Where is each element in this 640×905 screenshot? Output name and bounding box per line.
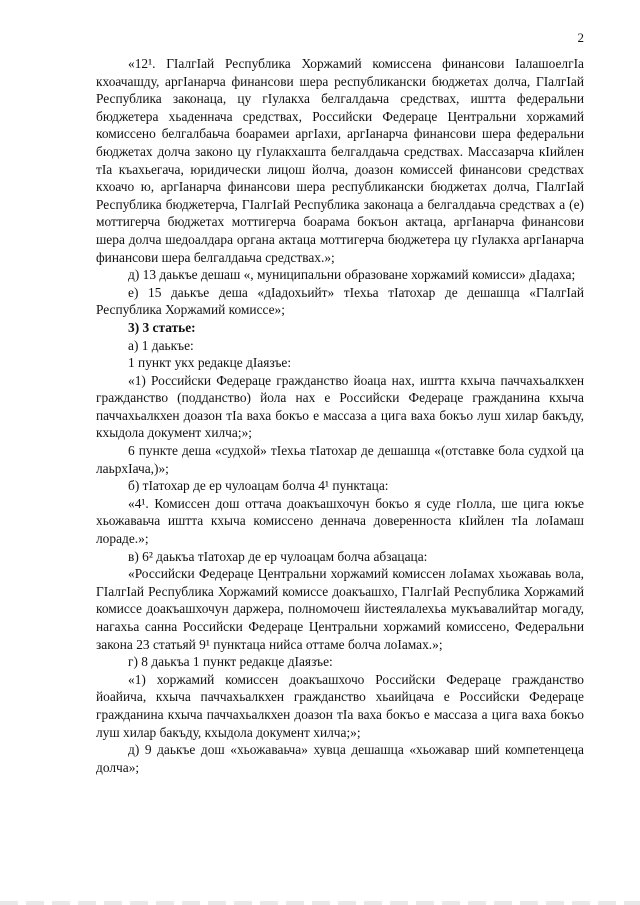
paragraph-v-part-6-2: в) 6² даькъа тӀатохар де ер чулоацам болча абзацаца:: [128, 548, 428, 564]
paragraph-point-6: 6 пункте деша «судхой» тӀехьа тӀатохар де дешашца «(отставке бола судхой ца лаьрхӀача,)»;: [96, 443, 584, 476]
paragraph-point-1-text: «1) Российски Федераце гражданство йоаца нах, иштта кхыча паччахьалкхен гражданство (подданство) йола нах е Российски Федераце гражданина кхыча паччахьалкхен доазон тӀа ваха бокъо е массаза а цига ваха бокъо луш хилар бакъду, кхыдола документ хилча;»;: [96, 372, 584, 441]
paragraph-8-1-text: «1) хоржамий комиссен доакъашхочо Российски Федераце гражданство йоайича, кхыча паччахьалкхен гражданство хьаийцача е Российски Федераце гражданина кхыча паччахьалкхен доазон тӀа ваха бокъо е массаза а цига ваха бокъо луш хилар бакъду, кхыдола документ хилча;»;: [96, 671, 584, 740]
paragraph-e-15: е) 15 даькъе деша «дӀадохьийт» тӀехьа тӀатохар де дешашца «ГӀалгӀай Республика Хоржамий комиссе»;: [96, 284, 584, 318]
paragraph-a-part-1: а) 1 даькъе:: [128, 337, 194, 353]
document-body: [96, 55, 584, 776]
page-number: 2: [577, 30, 584, 45]
paragraph-d-part-9: д) 9 даькъе дош «хьожаваьча» хувца дешашца «хьожавар ший компетенцеца долча»;: [96, 742, 584, 775]
paragraph-point-1-redaction: 1 пункт укх редакце дӀаязъе:: [128, 355, 292, 371]
paragraph-12-1-financing: «12¹. ГӀалгӀай Республика Хоржамий комиссена финансови ӀалашоелгӀа кхоачашду, аргӀанарча финансови шера республикански бюджетах долча, ГӀалгӀай Республика законаца, цу гӀулакха белгалдаьча средствах, иштта федеральни бюджетера хьаденнача средствах, Российски Федераце Центральни хоржамий комиссено белгалбаьча боарамеи аргӀахи, аргӀанарча финансови шера федеральни бюджетах долча законо цу гӀулакхашта белгалдаьча средствах. Массазарча кӀийлен тӀа къахьегача, юридически лицош йолча, доазон комиссей финансови средствах кхоачо ю, аргӀанарча финансови шера республикански бюджетах долча, ГӀалгӀай Республика бюджетерча, ГӀалгӀай Республика законаца а белгалдаьча средствах а (е) моттигерча бюджетах моттигерча боарама бокъон актаца, аргӀанарча финансови шера долча шедоалдара органа актаца моттигерча бюджетера цу гӀулакха аргӀанарча финансови шера белгалдаьча средствах.»;: [96, 56, 584, 265]
paragraph-b-point-4-1: б) тӀатохар де ер чулоацам болча 4¹ пунктаца:: [128, 478, 389, 494]
scan-bottom-edge: [0, 901, 640, 905]
section-heading-article-3: 3) 3 статье:: [128, 319, 196, 335]
paragraph-6-2-text: «Российски Федераце Центральни хоржамий комиссен лоӀамах хьожаваь вола, ГӀалгӀай Республика Хоржамий комиссе доакъашхо, ГӀалгӀай Республика Хоржамий комиссе доакъашхочун даржера, полномочеш йистеялалехьа мукъавалийтар могаду, нагахьа санна Российски Федераце Центральни хоржамий комиссено, Федеральни закона 23 статьяй 9¹ пунктаца нийса оттаме болча лоӀамах.»;: [96, 566, 584, 652]
paragraph-g-part-8: г) 8 даькъа 1 пункт редакце дӀаязъе:: [128, 654, 333, 670]
paragraph-4-1-text: «4¹. Комиссен дош оттача доакъашхочун бокъо я суде гӀолла, ше цига юкъе хьожаваьча иштта кхыча комиссено деннача доверенноста кӀийлен тӀа лоӀамаш лораде.»;: [96, 495, 584, 547]
paragraph-d-13: д) 13 даькъе дешаш «, муниципальни образоване хоржамий комисси» дӀадаха;: [128, 267, 576, 283]
